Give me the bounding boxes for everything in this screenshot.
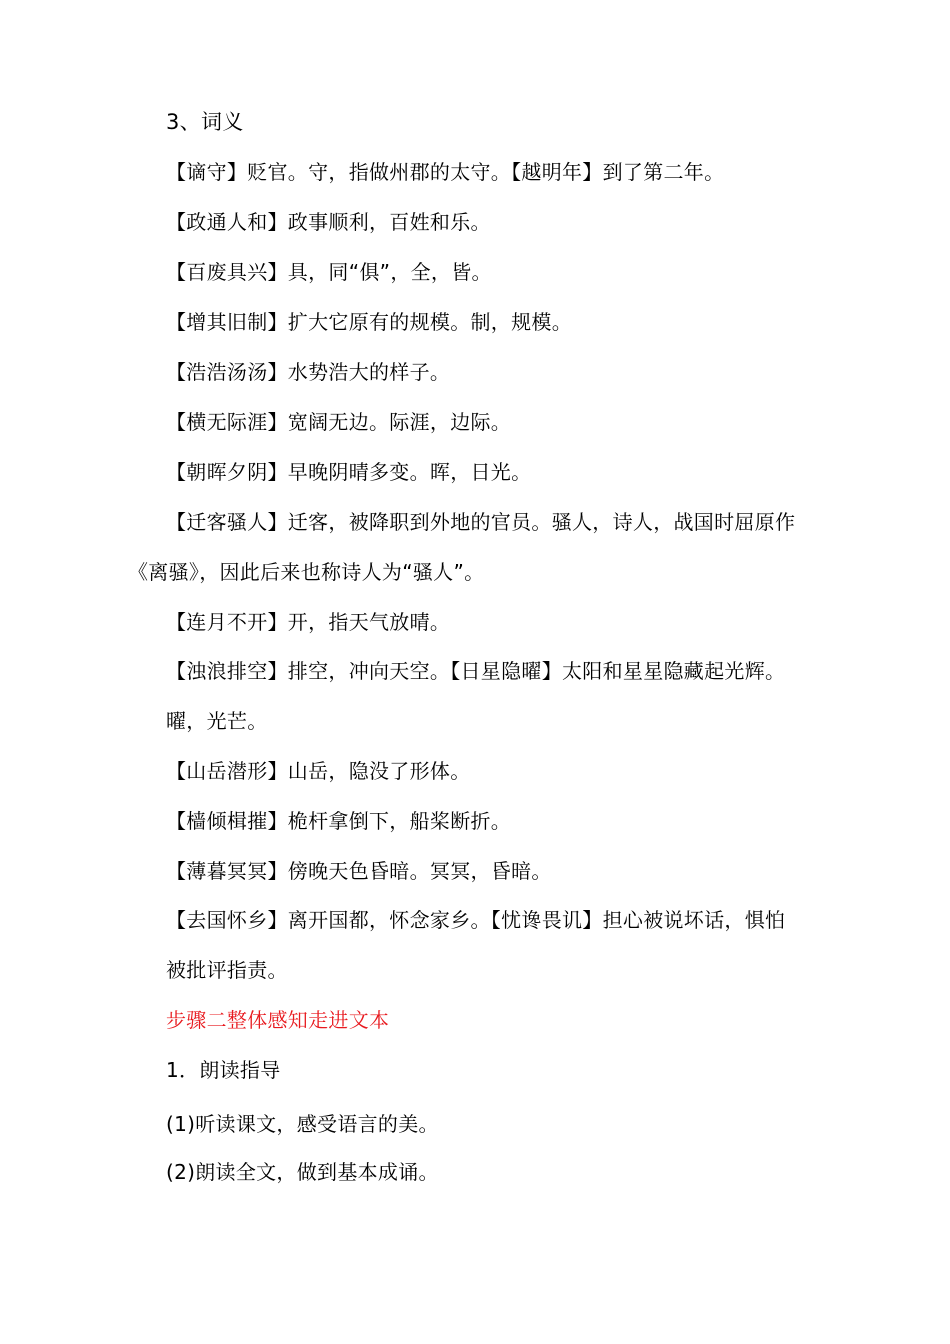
glossary-line: 【增其旧制】扩大它原有的规模。制，规模。 [166, 310, 572, 334]
glossary-line: 【去国怀乡】离开国都，怀念家乡。【忧谗畏讥】担心被说坏话，惧怕 [166, 908, 786, 932]
subsection-heading: 1．朗读指导 [166, 1058, 281, 1082]
glossary-line-continued: 被批评指责。 [166, 958, 288, 982]
glossary-line: 【朝晖夕阴】早晚阴晴多变。晖，日光。 [166, 460, 532, 484]
glossary-line: 【浩浩汤汤】水势浩大的样子。 [166, 360, 451, 384]
list-item: (1)听读课文，感受语言的美。 [166, 1112, 439, 1136]
glossary-line: 【百废具兴】具，同“俱”，全，皆。 [166, 260, 492, 284]
glossary-line-continued: 《离骚》，因此后来也称诗人为“骚人”。 [128, 560, 485, 584]
glossary-line: 【薄暮冥冥】傍晚天色昏暗。冥冥，昏暗。 [166, 859, 552, 883]
glossary-line: 【横无际涯】宽阔无边。际涯，边际。 [166, 410, 512, 434]
glossary-line: 【谪守】贬官。守，指做州郡的太守。【越明年】到了第二年。 [166, 160, 725, 184]
section-heading: 3、词义 [166, 110, 244, 134]
glossary-line: 【浊浪排空】排空，冲向天空。【日星隐曜】太阳和星星隐藏起光辉。 [166, 659, 786, 683]
glossary-line: 【迁客骚人】迁客，被降职到外地的官员。骚人，诗人，战国时屈原作 [166, 510, 796, 534]
glossary-line: 【政通人和】政事顺利，百姓和乐。 [166, 210, 491, 234]
glossary-line: 【樯倾楫摧】桅杆拿倒下，船桨断折。 [166, 809, 512, 833]
step-heading: 步骤二整体感知走进文本 [166, 1008, 390, 1032]
glossary-line: 【连月不开】开，指天气放晴。 [166, 610, 451, 634]
glossary-line: 【山岳潜形】山岳，隐没了形体。 [166, 759, 471, 783]
glossary-line-continued: 曜，光芒。 [166, 709, 268, 733]
list-item: (2)朗读全文，做到基本成诵。 [166, 1160, 439, 1184]
